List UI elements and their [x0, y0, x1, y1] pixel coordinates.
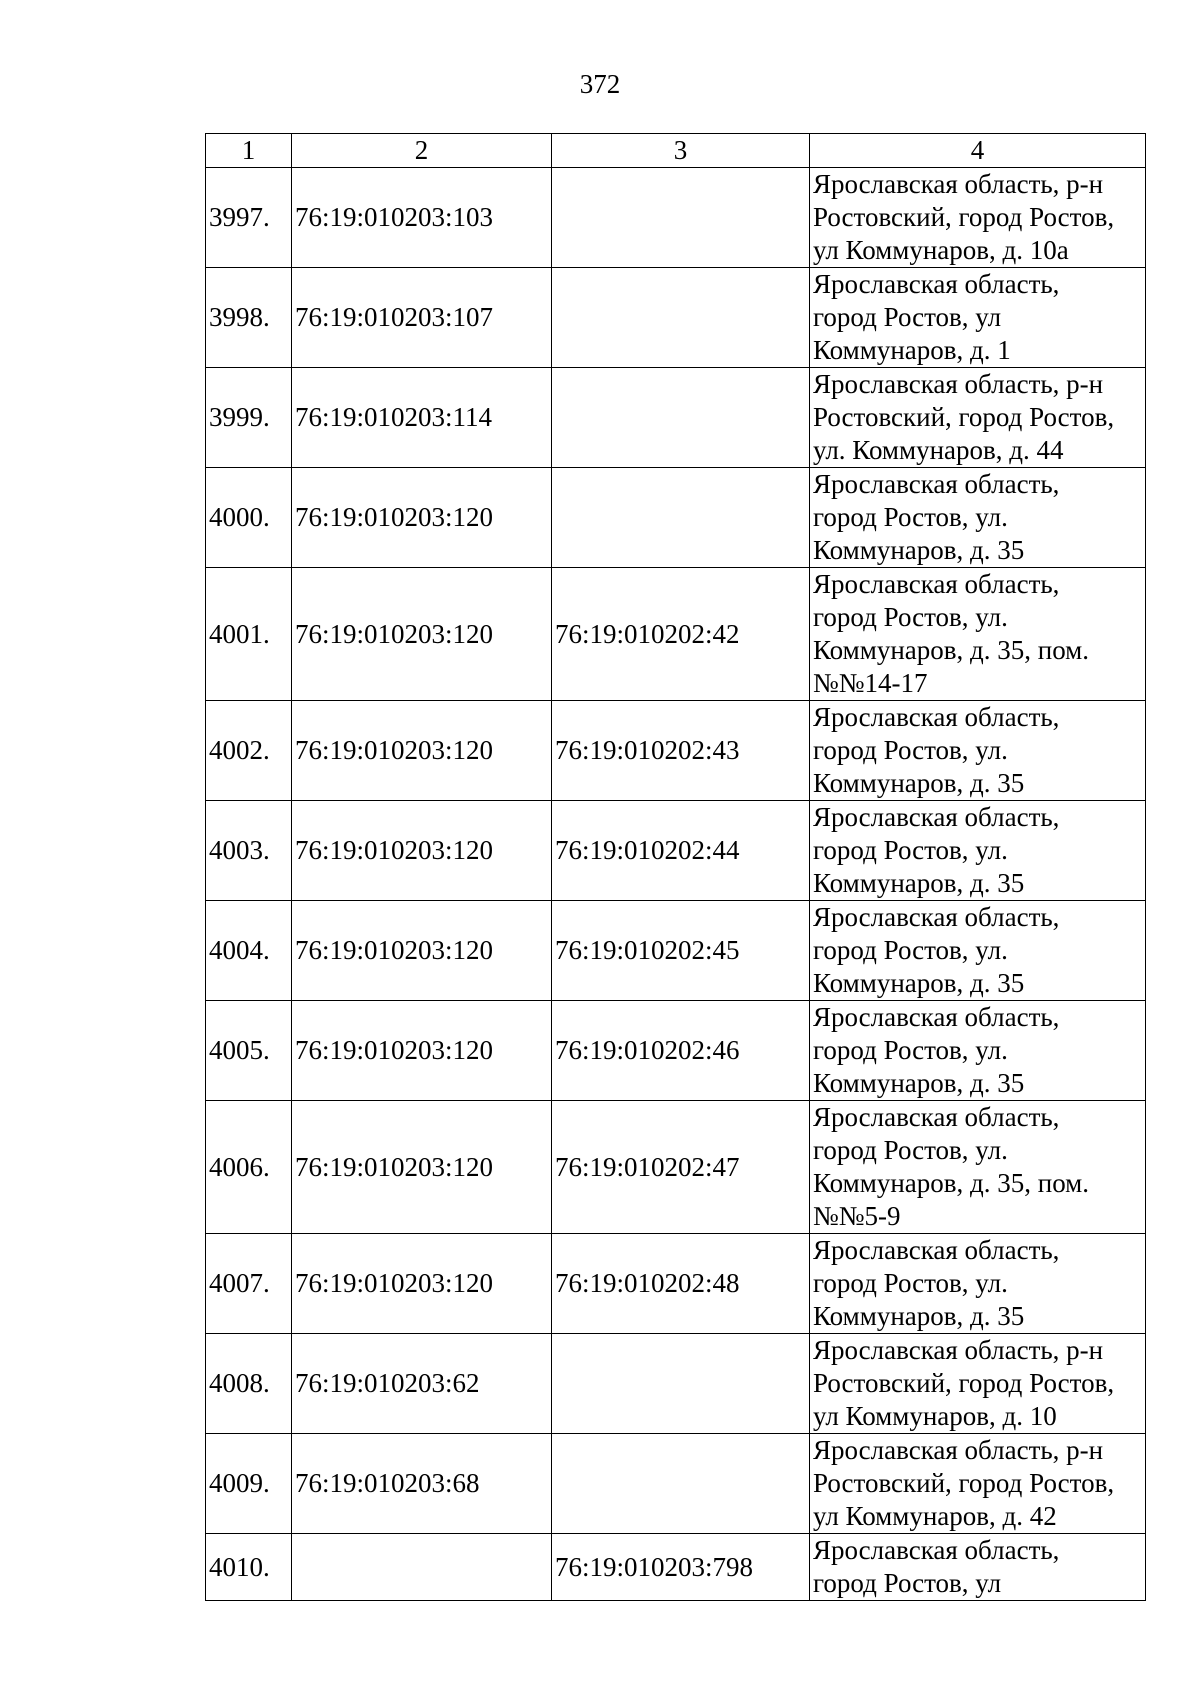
address-cell [810, 468, 1146, 568]
address-line: ул. Коммунаров, д. 44 [813, 435, 1064, 465]
address-cell [810, 1534, 1146, 1601]
address-cell [810, 801, 1146, 901]
column-header-2: 2 [292, 134, 552, 168]
row-number-cell: 4007. [206, 1234, 292, 1334]
row-number-cell: 3997. [206, 168, 292, 268]
address-line: город Ростов, ул. [813, 735, 1008, 765]
related-cadastral-number-cell: 76:19:010202:42 [552, 568, 810, 701]
row-number-cell: 4008. [206, 1334, 292, 1434]
related-cadastral-number-cell: 76:19:010202:47 [552, 1101, 810, 1234]
related-cadastral-number-cell: 76:19:010202:46 [552, 1001, 810, 1101]
address-line: Ярославская область, р-н [813, 1335, 1104, 1365]
address-line: Ростовский, город Ростов, [813, 1468, 1115, 1498]
registry-table [205, 133, 1146, 1601]
address-cell [810, 1334, 1146, 1434]
column-header-4: 4 [810, 134, 1146, 168]
row-number-cell: 4009. [206, 1434, 292, 1534]
cadastral-number-cell: 76:19:010203:114 [292, 368, 552, 468]
address-line: город Ростов, ул. [813, 502, 1008, 532]
cadastral-number-cell: 76:19:010203:68 [292, 1434, 552, 1534]
row-number-cell: 4002. [206, 701, 292, 801]
address-line: Ростовский, город Ростов, [813, 402, 1115, 432]
address-line: ул Коммунаров, д. 10а [813, 235, 1069, 265]
address-line: Коммунаров, д. 35 [813, 868, 1025, 898]
address-line: Ярославская область, [813, 1102, 1060, 1132]
row-number-cell: 4003. [206, 801, 292, 901]
address-line: №№5-9 [813, 1201, 901, 1231]
row-number-cell: 3998. [206, 268, 292, 368]
address-cell [810, 1001, 1146, 1101]
table-row [206, 568, 1146, 701]
address-line: Ярославская область, р-н [813, 169, 1104, 199]
address-line: Ярославская область, [813, 1535, 1060, 1565]
table-row [206, 268, 1146, 368]
cadastral-number-cell: 76:19:010203:120 [292, 1234, 552, 1334]
address-line: Ярославская область, [813, 469, 1060, 499]
cadastral-number-cell: 76:19:010203:120 [292, 901, 552, 1001]
address-line: Ярославская область, р-н [813, 369, 1104, 399]
address-line: Коммунаров, д. 35 [813, 1301, 1025, 1331]
column-header-1: 1 [206, 134, 292, 168]
address-line: Коммунаров, д. 1 [813, 335, 1011, 365]
cadastral-number-cell: 76:19:010203:120 [292, 568, 552, 701]
table-row [206, 1001, 1146, 1101]
cadastral-number-cell: 76:19:010203:120 [292, 1001, 552, 1101]
cadastral-number-cell: 76:19:010203:120 [292, 1101, 552, 1234]
address-line: Ярославская область, [813, 802, 1060, 832]
address-line: город Ростов, ул. [813, 835, 1008, 865]
related-cadastral-number-cell: 76:19:010203:798 [552, 1534, 810, 1601]
address-cell [810, 568, 1146, 701]
row-number-cell: 4004. [206, 901, 292, 1001]
table-row [206, 1534, 1146, 1601]
related-cadastral-number-cell [552, 468, 810, 568]
row-number-cell: 4001. [206, 568, 292, 701]
address-line: Ростовский, город Ростов, [813, 1368, 1115, 1398]
cadastral-number-cell: 76:19:010203:62 [292, 1334, 552, 1434]
cadastral-number-cell: 76:19:010203:103 [292, 168, 552, 268]
row-number-cell: 3999. [206, 368, 292, 468]
cadastral-number-cell: 76:19:010203:120 [292, 701, 552, 801]
address-cell [810, 1434, 1146, 1534]
address-line: Ростовский, город Ростов, [813, 202, 1115, 232]
row-number-cell: 4010. [206, 1534, 292, 1601]
table-row [206, 701, 1146, 801]
address-cell [810, 268, 1146, 368]
address-cell [810, 901, 1146, 1001]
related-cadastral-number-cell: 76:19:010202:48 [552, 1234, 810, 1334]
table-header [206, 134, 1146, 168]
row-number-cell: 4000. [206, 468, 292, 568]
column-header-3: 3 [552, 134, 810, 168]
related-cadastral-number-cell: 76:19:010202:43 [552, 701, 810, 801]
related-cadastral-number-cell [552, 168, 810, 268]
address-line: Ярославская область, [813, 1002, 1060, 1032]
table-body [206, 168, 1146, 1601]
cadastral-number-cell: 76:19:010203:107 [292, 268, 552, 368]
related-cadastral-number-cell: 76:19:010202:45 [552, 901, 810, 1001]
table-row [206, 1434, 1146, 1534]
header-row [206, 134, 1146, 168]
table-row [206, 801, 1146, 901]
row-number-cell: 4005. [206, 1001, 292, 1101]
table-row [206, 1234, 1146, 1334]
address-line: город Ростов, ул. [813, 1268, 1008, 1298]
address-line: город Ростов, ул [813, 1568, 1002, 1598]
address-line: город Ростов, ул. [813, 1035, 1008, 1065]
address-cell [810, 368, 1146, 468]
address-line: Коммунаров, д. 35 [813, 1068, 1025, 1098]
row-number-cell: 4006. [206, 1101, 292, 1234]
address-line: Коммунаров, д. 35 [813, 768, 1025, 798]
table-row [206, 168, 1146, 268]
related-cadastral-number-cell [552, 368, 810, 468]
address-line: Ярославская область, [813, 1235, 1060, 1265]
address-line: город Ростов, ул. [813, 1135, 1008, 1165]
address-line: город Ростов, ул [813, 302, 1002, 332]
address-line: ул Коммунаров, д. 42 [813, 1501, 1057, 1531]
page-number: 372 [579, 69, 621, 99]
address-line: Ярославская область, [813, 269, 1060, 299]
table-row [206, 901, 1146, 1001]
address-line: город Ростов, ул. [813, 935, 1008, 965]
table-row [206, 468, 1146, 568]
address-line: ул Коммунаров, д. 10 [813, 1401, 1057, 1431]
table-row [206, 1334, 1146, 1434]
cadastral-number-cell [292, 1534, 552, 1601]
related-cadastral-number-cell [552, 268, 810, 368]
related-cadastral-number-cell [552, 1334, 810, 1434]
address-line: Ярославская область, [813, 569, 1060, 599]
cadastral-number-cell: 76:19:010203:120 [292, 801, 552, 901]
address-line: Коммунаров, д. 35, пом. [813, 1168, 1090, 1198]
table-row [206, 1101, 1146, 1234]
address-line: Коммунаров, д. 35, пом. [813, 635, 1090, 665]
address-cell [810, 1101, 1146, 1234]
related-cadastral-number-cell: 76:19:010202:44 [552, 801, 810, 901]
address-line: город Ростов, ул. [813, 602, 1008, 632]
address-cell [810, 1234, 1146, 1334]
address-cell [810, 701, 1146, 801]
address-line: №№14-17 [813, 668, 928, 698]
cadastral-number-cell: 76:19:010203:120 [292, 468, 552, 568]
address-line: Коммунаров, д. 35 [813, 968, 1025, 998]
address-line: Ярославская область, [813, 702, 1060, 732]
address-line: Ярославская область, р-н [813, 1435, 1104, 1465]
table-row [206, 368, 1146, 468]
address-cell [810, 168, 1146, 268]
address-line: Коммунаров, д. 35 [813, 535, 1025, 565]
address-line: Ярославская область, [813, 902, 1060, 932]
related-cadastral-number-cell [552, 1434, 810, 1534]
